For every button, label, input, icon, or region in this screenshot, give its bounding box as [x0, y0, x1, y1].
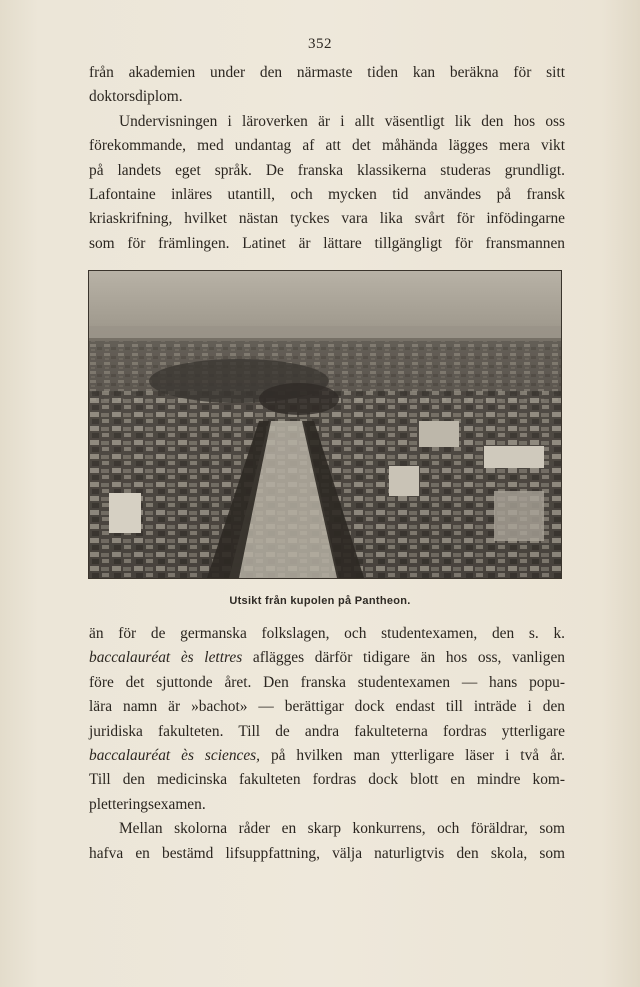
text-line: lära namn är »bachot» — berättigar dock endast till inträde i den — [89, 698, 565, 716]
text-line: Mellan skolorna råder en skarp konkurrens, och föräldrar, som — [119, 820, 565, 838]
city-panorama-photo — [88, 270, 562, 579]
text-line: Lafontaine inläres utantill, och mycken tid användes på fransk — [89, 186, 565, 204]
text-line: doktorsdiplom. — [89, 88, 183, 106]
panorama-illustration — [89, 271, 561, 578]
text-block-lower — [89, 622, 565, 866]
italic-term: baccalauréat ès sciences, — [89, 747, 261, 765]
text-fragment: på hvilken man ytterligare läser i två år. — [260, 747, 565, 765]
text-line: hafva en bestämd lifsuppfattning, välja naturligtvis den skola, som — [89, 844, 565, 862]
paragraph-schools — [89, 817, 565, 866]
text-line: juridiska fakulteten. Till de andra fakulteterna fordras ytterligare — [89, 722, 565, 740]
text-line: än för de germanska folkslagen, och studentexamen, den s. k. — [89, 625, 565, 642]
text-line: före det sjuttonde året. Den franska studentexamen — hans popu- — [89, 673, 565, 691]
text-line — [89, 646, 565, 670]
text-line: förekommande, med undantag af att det måhända lägges mera vikt — [89, 137, 565, 155]
paragraph-exams — [89, 622, 565, 817]
text-line: från akademien under den närmaste tiden kan beräkna för sitt — [89, 64, 565, 81]
page-number: 352 — [308, 36, 332, 52]
text-line: Undervisningen i läroverken är i allt väsentligt lik den hos oss — [119, 112, 565, 130]
text-line: på landets eget språk. De franska klassikerna studeras grundligt. — [89, 161, 565, 179]
text-line: Till den medicinska fakulteten fordras dock blott en mindre kom- — [89, 771, 565, 789]
text-fragment: aflägges därför tidigare än hos oss, vanligen — [242, 649, 565, 667]
paragraph-education — [89, 110, 565, 256]
text-line: pletteringsexamen. — [89, 795, 206, 813]
photo-caption: Utsikt från kupolen på Pantheon. — [229, 595, 411, 607]
text-line — [89, 744, 565, 768]
text-line: kriaskrifning, hvilket nästan tyckes vara lika svårt för infödingarne — [89, 210, 565, 228]
text-line: som för främlingen. Latinet är lättare tillgängligt för fransmannen — [89, 234, 565, 252]
text-block-upper — [89, 61, 565, 256]
italic-term: baccalauréat ès lettres — [89, 649, 243, 667]
paragraph-continuation — [89, 61, 565, 110]
